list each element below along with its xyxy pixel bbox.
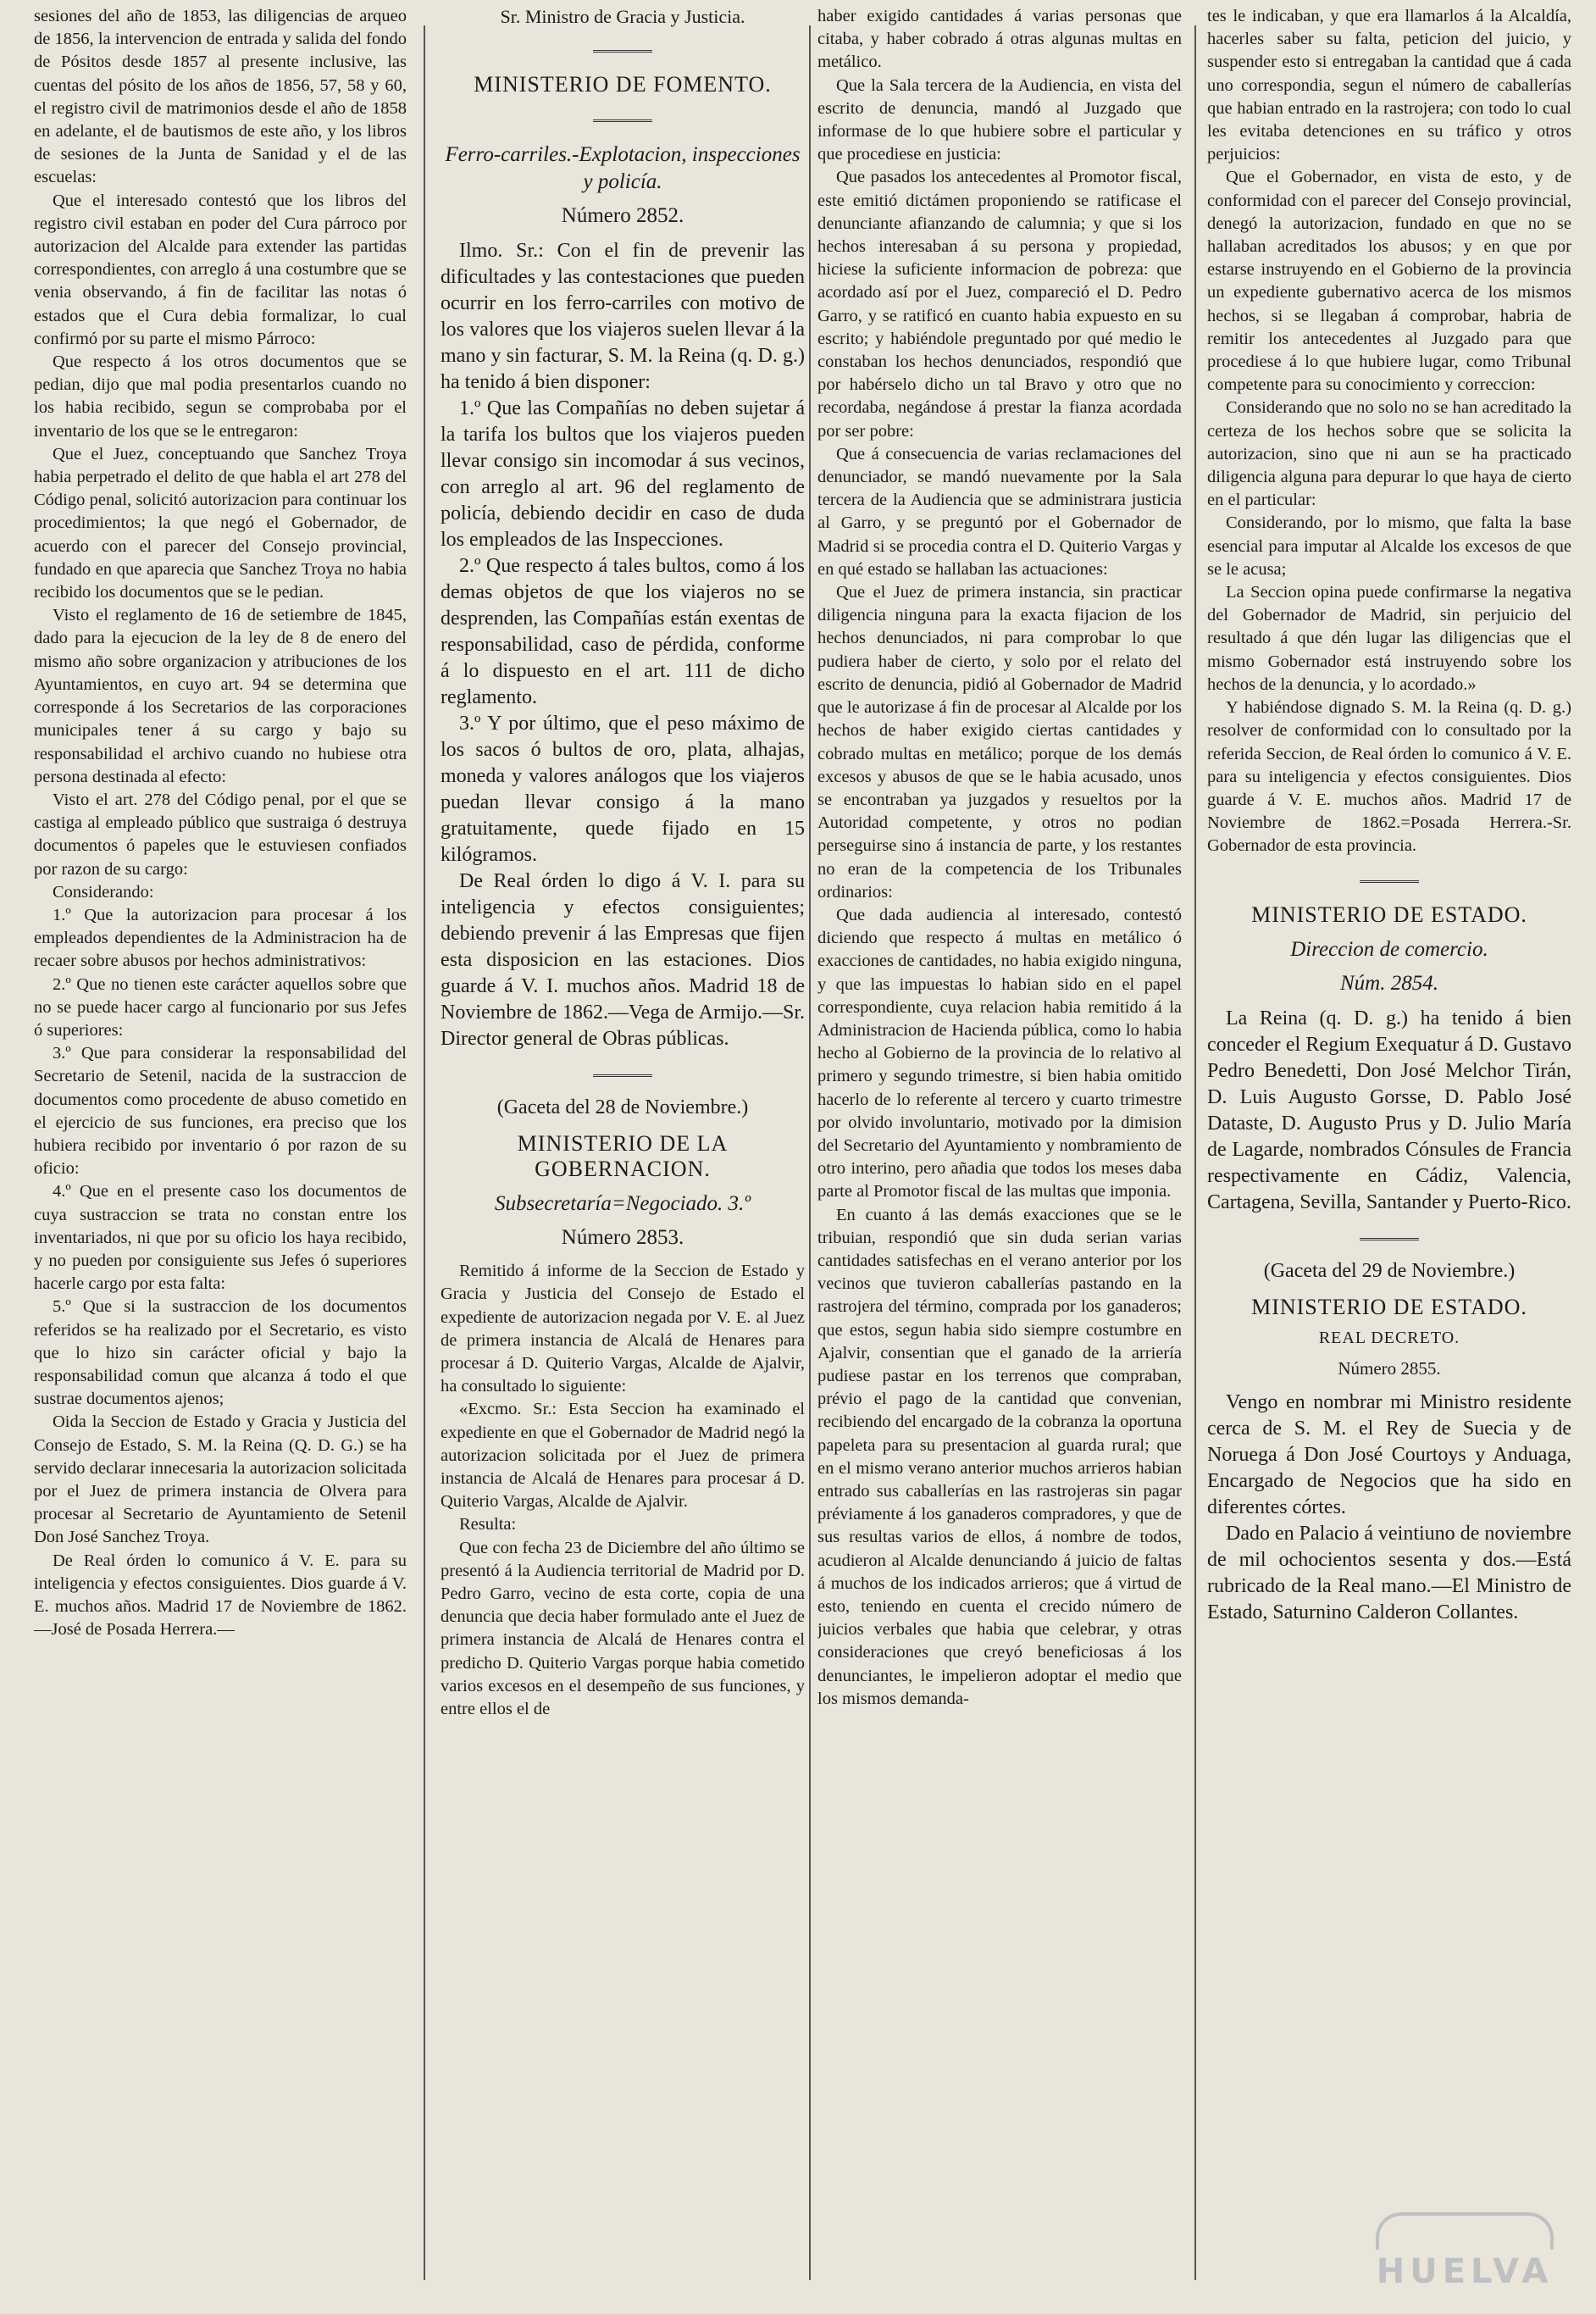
section-subheading: Direccion de comercio. <box>1290 937 1488 961</box>
paragraph: Que el Juez de primera instancia, sin practicar diligencia ninguna para la exacta fijacion de los hechos denunciados, ni para comprobar lo que pudiera haber de cierto, y solo por el relato del escrito de denuncia, pidió al Gobernador de Madrid que le autorizase á fin de procesar al Alcalde por los hechos de haber exigido ciertas cantidades y cobrado multas en metálico; porque de los demás excesos y abusos de que se le habia acusado, unos se encontraban ya juzgados y resueltos por la Autoridad competente, y otros no podian perseguirse sino á instancia de parte, y los restantes no eran de la competencia de los Tribunales ordinarios: <box>817 583 1182 902</box>
paragraph: 5.º Que si la sustraccion de los documentos referidos se ha realizado por el Secretario, es visto que lo hizo sin carácter oficial y bajo la responsabilidad comun que alcanza á todo el que sustrae documentos ajenos; <box>34 1297 407 1409</box>
column-rule <box>809 25 811 2280</box>
column-rule <box>424 25 425 2280</box>
paragraph: Ilmo. Sr.: Con el fin de prevenir las dificultades y las contestaciones que pueden ocurrir en los ferro-carriles con motivo de los valores que los viajeros suelen llevar á la mano y sin facturar, S. M. la Reina (q. D. g.) ha tenido á bien disponer: <box>441 240 805 394</box>
paragraph: Visto el reglamento de 16 de setiembre de 1845, dado para la ejecucion de la ley de 8 de enero del mismo año sobre organizacion y atribuciones de los Ayuntamientos, en cuyo art. 94 se determina que corresponde á los Secretarios de las corporaciones municipales tener á su cargo y bajo su responsabilidad el archivo cuando no hubiese otra persona destinada al efecto: <box>34 606 407 786</box>
ministry-heading: MINISTERIO DE ESTADO. <box>1251 1294 1527 1319</box>
paragraph: Remitido á informe de la Seccion de Estado y Gracia y Justicia del Consejo de Estado el expediente de autorizacion negada por V. E. al Juez de primera instancia de Alcalá de Henares para procesar á D. Quiterio Vargas, Alcalde de Ajalvir, ha consultado lo siguiente: <box>441 1262 805 1396</box>
separator <box>1207 1228 1571 1248</box>
column-rule <box>1194 25 1196 2280</box>
paragraph: 2.º Que no tienen este carácter aquellos sobre que no se puede hacer cargo al funcionario por sus Jefes ó superiores: <box>34 974 407 1040</box>
library-stamp: HUELVA <box>1367 2246 1562 2297</box>
order-number: Número 2855. <box>1338 1357 1441 1379</box>
paragraph: Vengo en nombrar mi Ministro residente cerca de S. M. el Rey de Suecia y de Noruega á Don José Courtoys y Anduaga, Encargado de Negocios que ha sido en diferentes córtes. <box>1207 1390 1571 1518</box>
paragraph: Considerando, por lo mismo, que falta la base esencial para imputar al Alcalde los excesos de que se le acusa; <box>1207 513 1571 579</box>
paragraph: La Reina (q. D. g.) ha tenido á bien conceder el Regium Exequatur á D. Gustavo Pedro Benedetti, Don José Melchor Tirán, D. Luis Augusto Gorsse, D. Pablo José Dataste, D. Augusto Prus y D. Julio María de Lagarde, nombrados Cónsules de Francia respectivamente en Cádiz, Valencia, Cartagena, Sevilla, Santander y Puerto-Rico. <box>1207 1007 1571 1213</box>
column-3 <box>817 0 1182 2314</box>
separator <box>441 109 805 130</box>
paragraph: Que dada audiencia al interesado, contestó diciendo que respecto á multas en metálico ó exacciones de cantidades, no habia exigido ninguna, y que las impuestas lo habian sido en el papel correspondiente, cuya relacion habia remitido á la Administracion de Hacienda pública, como lo habia hecho al Gobierno de la provincia de lo relativo al primero y segundo trimestre, si bien habia omitido hacerlo de lo referente al tercero y cuarto trimestre por olvido involuntario, motivado por la dimision del Secretario del Ayuntamiento y nombramiento de otro interino, pero añadia que todos los meses daba parte al Promotor fiscal de las multas que imponia. <box>817 905 1182 1201</box>
section-subheading: Ferro-carriles.-Explotacion, inspecciones y policía. <box>445 143 801 194</box>
paragraph: De Real órden lo digo á V. I. para su inteligencia y efectos consiguientes; debiendo prevenir á las Empresas que fijen esta disposicion en las estaciones. Dios guarde á V. I. muchos años. Madrid 18 de Noviembre de 1862.—Vega de Armijo.—Sr. Director general de Obras públicas. <box>441 870 805 1051</box>
paragraph: 1.º Que las Compañías no deben sujetar á la tarifa los bultos que los viajeros pueden llevar consigo sin incomodar á sus vecinos, con arreglo al art. 96 del reglamento de policía, debiendo decidir en caso de duda los empleados de las Inspecciones. <box>441 397 805 552</box>
separator <box>441 40 805 60</box>
paragraph: 3.º Y por último, que el peso máximo de los sacos ó bultos de oro, plata, alhajas, moneda y valores análogos que los viajeros puedan llevar consigo á la mano gratuitamente, quede fijado en 15 kilógramos. <box>441 713 805 867</box>
paragraph: Resulta: <box>459 1515 517 1534</box>
paragraph: Dado en Palacio á veintiuno de noviembre de mil ochocientos sesenta y dos.—Está rubricado de la Real mano.—El Ministro de Estado, Saturnino Calderon Collantes. <box>1207 1522 1571 1623</box>
paragraph: Considerando: <box>53 882 154 902</box>
order-number: Número 2852. <box>561 204 684 228</box>
gaceta-date: (Gaceta del 29 de Noviembre.) <box>1263 1259 1516 1282</box>
paragraph: Que pasados los antecedentes al Promotor fiscal, este emitió dictámen proponiendo se ratificase el denunciante afianzando de calumnia; y que si los hechos interesaban á su persona y propiedad, hiciese la suficiente informacion de pobreza: que acordado así por el Juez, compareció el D. Pedro Garro, y se ratificó en cuanto habia expuesto en su escrito; y habiéndole preguntado por qué medio le constaban los hechos denunciados, respondió que por habérselo dicho un tal Bravo y otro que no recordaba, negándose á prestar la fianza acordada por ser pobre: <box>817 168 1182 441</box>
ministry-heading: MINISTERIO DE ESTADO. <box>1251 902 1527 927</box>
paragraph: «Excmo. Sr.: Esta Seccion ha examinado el expediente en que el Gobernador de Madrid negó la autorizacion solicitada por el Juez de primera instancia de Alcalá de Henares para procesar á D. Quiterio Vargas, Alcalde de Ajalvir. <box>441 1400 805 1512</box>
paragraph: Que la Sala tercera de la Audiencia, en vista del escrito de denuncia, mandó al Juzgado que informase de lo que hubiere sobre el particular y que procediese en justicia: <box>817 75 1182 164</box>
paragraph: sesiones del año de 1853, las diligencias de arqueo de 1856, la intervencion de entrada y salida del fondo de Pósitos desde 1857 al presente inclusive, las cuentas del pósito de los años de 1856, 57, 58 y 60, el registro civil de matrimonios desde el año de 1858 en adelante, el de bautismos de este año, y los libros de sesiones de la Junta de Sanidad y el de las escuelas: <box>34 7 407 187</box>
paragraph: 4.º Que en el presente caso los documentos de cuya sustraccion se trata no constan entre los inventariados, ni que por su oficio los haya recibido, y no pueden por consiguiente sus Jefes ó superiores hacerle cargo por esta falta: <box>34 1182 407 1294</box>
column-1 <box>34 0 407 2314</box>
paragraph: En cuanto á las demás exacciones que se le tribuian, respondió que sin duda serian varias cantidades satisfechas en el verano anterior por los vecinos que tuvieron caballerías pastando en la rastrojera del término, comprada por los ganaderos; que estos, segun habia sido siempre costumbre en Ajalvir, consentian que el ganado de la arriería pudiese pastar en los terrenos que compraban, prévio el pago de la cantidad que convenian, recibiendo del encargado de la cobranza la oportuna papeleta para su presentacion al guarda rural; que en el mismo verano anterior muchos arrieros habian entrado sus caballerías en las rastrojeras sin pagar préviamente á los ganaderos compradores, y que de sus resultas varios de ellos, á nombre de todos, acudieron al Alcalde denunciando á juicio de faltas á muchos de los indicados arrieros; que á virtud de esto, teniendo en cuenta el crecido número de juicios verbales que habia que celebrar, y otras consideraciones que creyó beneficiosas á los denunciantes, le impelieron adoptar el medio que los mismos demanda- <box>817 1205 1182 1708</box>
order-number: Núm. 2854. <box>1340 971 1438 995</box>
order-number: Número 2853. <box>561 1226 684 1250</box>
paragraph: haber exigido cantidades á varias personas que citaba, y haber cobrado á otras algunas multas en metálico. <box>817 7 1182 72</box>
paragraph: Que el Juez, conceptuando que Sanchez Troya habia perpetrado el delito de que habla el art 278 del Código penal, solicitó autorizacion para continuar los procedimientos; la que negó el Gobernador, de acuerdo con el parecer del Consejo provincial, fundado en que aparecia que Sanchez Troya no habia recibido los documentos que se le pedian. <box>34 444 407 602</box>
paragraph: Y habiéndose dignado S. M. la Reina (q. D. g.) resolver de conformidad con lo consultado por la referida Seccion, de Real órden lo comunico á V. E. para su inteligencia y efectos consiguientes. Dios guarde á V. E. muchos años. Madrid 17 de Noviembre de 1862.=Posada Herrera.-Sr. Gobernador de esta provincia. <box>1207 698 1571 856</box>
ministry-heading: MINISTERIO DE LA GOBERNACION. <box>517 1131 729 1182</box>
separator <box>441 1064 805 1085</box>
paragraph: 3.º Que para considerar la responsabilidad del Secretario de Setenil, nacida de la sustraccion de documentos como procedente de abuso cometido en el ejercicio de sus funciones, era preciso que los hubiera recibido por inventario ó por razon de su oficio: <box>34 1044 407 1179</box>
section-subheading: Subsecretaría=Negociado. 3.º <box>494 1192 751 1216</box>
paragraph: La Seccion opina puede confirmarse la negativa del Gobernador de Madrid, sin perjuicio del resultado á que dén lugar las diligencias que el mismo Gobernador está instruyendo sobre los hechos de la denuncia, y lo acordado.» <box>1207 583 1571 694</box>
paragraph: Considerando que no solo no se han acreditado la certeza de los hechos sobre que se solicita la autorizacion, sino que ni aun se ha practicado diligencia alguna para depurar lo que haya de cierto en el particular: <box>1207 398 1571 510</box>
paragraph: Oida la Seccion de Estado y Gracia y Justicia del Consejo de Estado, S. M. la Reina (Q. D. G.) se ha servido declarar innecesaria la autorizacion solicitada por el Juez de primera instancia de Olvera para procesar al Secretario de Ayuntamiento de Setenil Don José Sanchez Troya. <box>34 1412 407 1547</box>
decree-heading: REAL DECRETO. <box>1318 1328 1460 1347</box>
paragraph: Que el Gobernador, en vista de esto, y de conformidad con el parecer del Consejo provincial, denegó la autorizacion, fundado en que no se hallaban acreditados los abusos; y en que por estarse instruyendo en el Gobierno de la provincia un expediente gubernativo acerca de los mismos hechos, si se llegaban á comprobar, habria de remitir los antecedentes al Juzgado para que procediese á lo que hubiere lugar, como Tribunal competente para su conocimiento y correccion: <box>1207 168 1571 395</box>
paragraph: Visto el art. 278 del Código penal, por el que se castiga al empleado público que sustraiga ó destruya documentos ó papeles que le estuviesen confiados por razon de su cargo: <box>34 790 407 879</box>
ministry-heading: MINISTERIO DE FOMENTO. <box>474 72 772 97</box>
paragraph: Que con fecha 23 de Diciembre del año último se presentó á la Audiencia territorial de Madrid por D. Pedro Garro, vecino de esta corte, copia de una denuncia que decia haber formulado ante el Juez de primera instancia de Alcalá de Henares contra el predicho D. Quiterio Vargas porque habia cometido varios excesos en el desempeño de sus funciones, y entre ellos el de <box>441 1538 805 1719</box>
gaceta-date: (Gaceta del 28 de Noviembre.) <box>496 1096 749 1119</box>
separator <box>1207 870 1571 891</box>
paragraph: Que á consecuencia de varias reclamaciones del denunciador, se mandó nuevamente por la Sala tercera de la Audiencia que se administrara justicia al Garro, y se preguntó por el Gobernador de Madrid si se procedia contra el D. Quiterio Vargas y en qué estado se hallaban las actuaciones: <box>817 444 1182 579</box>
paragraph: Que el interesado contestó que los libros del registro civil estaban en poder del Cura párroco por autorizacion del Alcalde para extender las partidas correspondientes, con arreglo á una costumbre que se venia observando, á fin de facilitar las notas ó estados que el Cura debia formalizar, lo cual confirmó por su parte el mismo Párroco: <box>34 191 407 348</box>
paragraph: tes le indicaban, y que era llamarlos á la Alcaldía, hacerles saber su falta, peticion del juicio, y suspender esto si entregaban la cantidad que á cada uno correspondia, segun el número de caballerías que habian entrado en la rastrojera; con todo lo cual les evitaba detenciones en su tráfico y otros perjuicios: <box>1207 7 1571 164</box>
column-2 <box>441 0 805 2314</box>
paragraph: De Real órden lo comunico á V. E. para su inteligencia y efectos consiguientes. Dios guarde á V. E. muchos años. Madrid 17 de Noviembre de 1862.—José de Posada Herrera.— <box>34 1551 407 1640</box>
paragraph: 2.º Que respecto á tales bultos, como á los demas objetos de que los viajeros no se desprenden, las Compañías están exentas de responsabilidad, caso de pérdida, conforme á lo dispuesto en el art. 111 de dicho reglamento. <box>441 555 805 709</box>
paragraph: Que respecto á los otros documentos que se pedian, dijo que mal podia presentarlos cuando no los habia recibido, segun se comprobaba por el inventario de los que se le entregaron: <box>34 352 407 441</box>
paragraph: 1.º Que la autorizacion para procesar á los empleados dependientes de la Administracion ha de recaer sobre abusos por hechos administrativos: <box>34 905 407 971</box>
addressee-line: Sr. Ministro de Gracia y Justicia. <box>500 6 745 27</box>
column-4 <box>1207 0 1571 2314</box>
